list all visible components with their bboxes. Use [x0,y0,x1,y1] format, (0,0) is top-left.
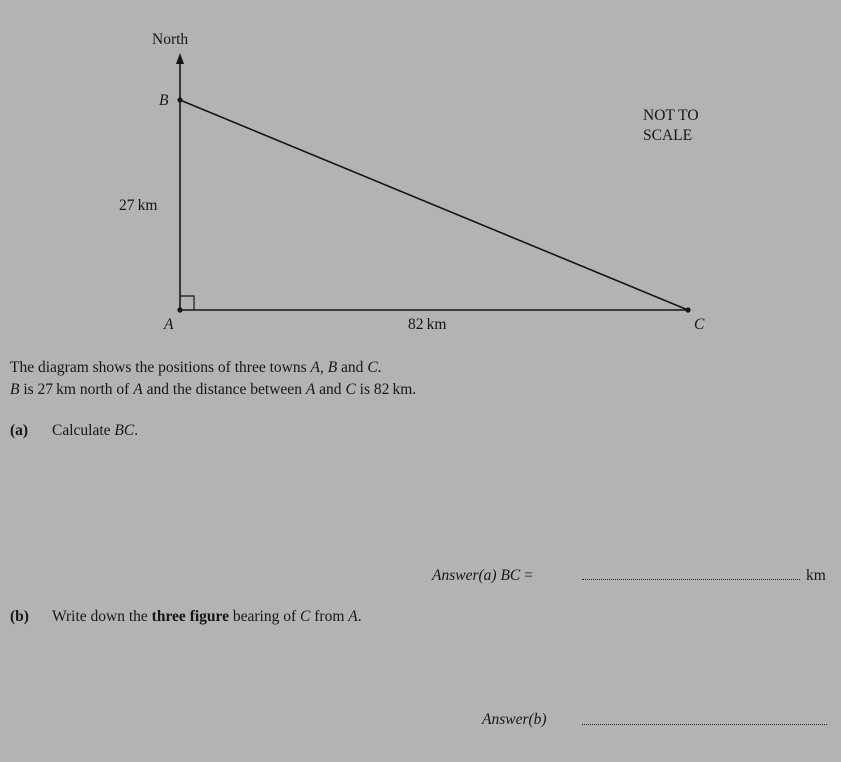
part-a-answer-line[interactable] [582,567,800,580]
not-to-scale-line1: NOT TO [643,107,699,124]
north-label: North [152,31,189,48]
part-a-answer-label: Answer(a) BC = [432,567,533,584]
ac-length-label: 82 km [408,316,447,333]
label-b: B [159,92,169,109]
part-a-label: (a) [10,422,29,439]
part-a-unit: km [806,567,826,584]
part-b-label: (b) [10,608,29,625]
intro-line-1: The diagram shows the positions of three towns A, B and C. [10,359,382,376]
point-c [685,307,690,312]
not-to-scale-line2: SCALE [643,127,693,144]
point-a [177,307,182,312]
part-b-question: Write down the three figure bearing of C from A. [52,608,362,625]
triangle-diagram [0,0,841,345]
intro-line-2: B is 27 km north of A and the distance between A and C is 82 km. [10,381,417,398]
side-bc [180,100,688,310]
right-angle-marker [180,296,194,310]
part-b-answer-line[interactable] [582,712,827,725]
ab-length-label: 27 km [119,197,158,214]
part-b-answer-label: Answer(b) [482,711,547,728]
not-to-scale-note [643,106,699,146]
part-a-question: Calculate BC. [52,422,139,439]
label-a: A [164,316,174,333]
label-c: C [694,316,705,333]
point-b [177,97,182,102]
north-arrow-head [176,53,184,64]
